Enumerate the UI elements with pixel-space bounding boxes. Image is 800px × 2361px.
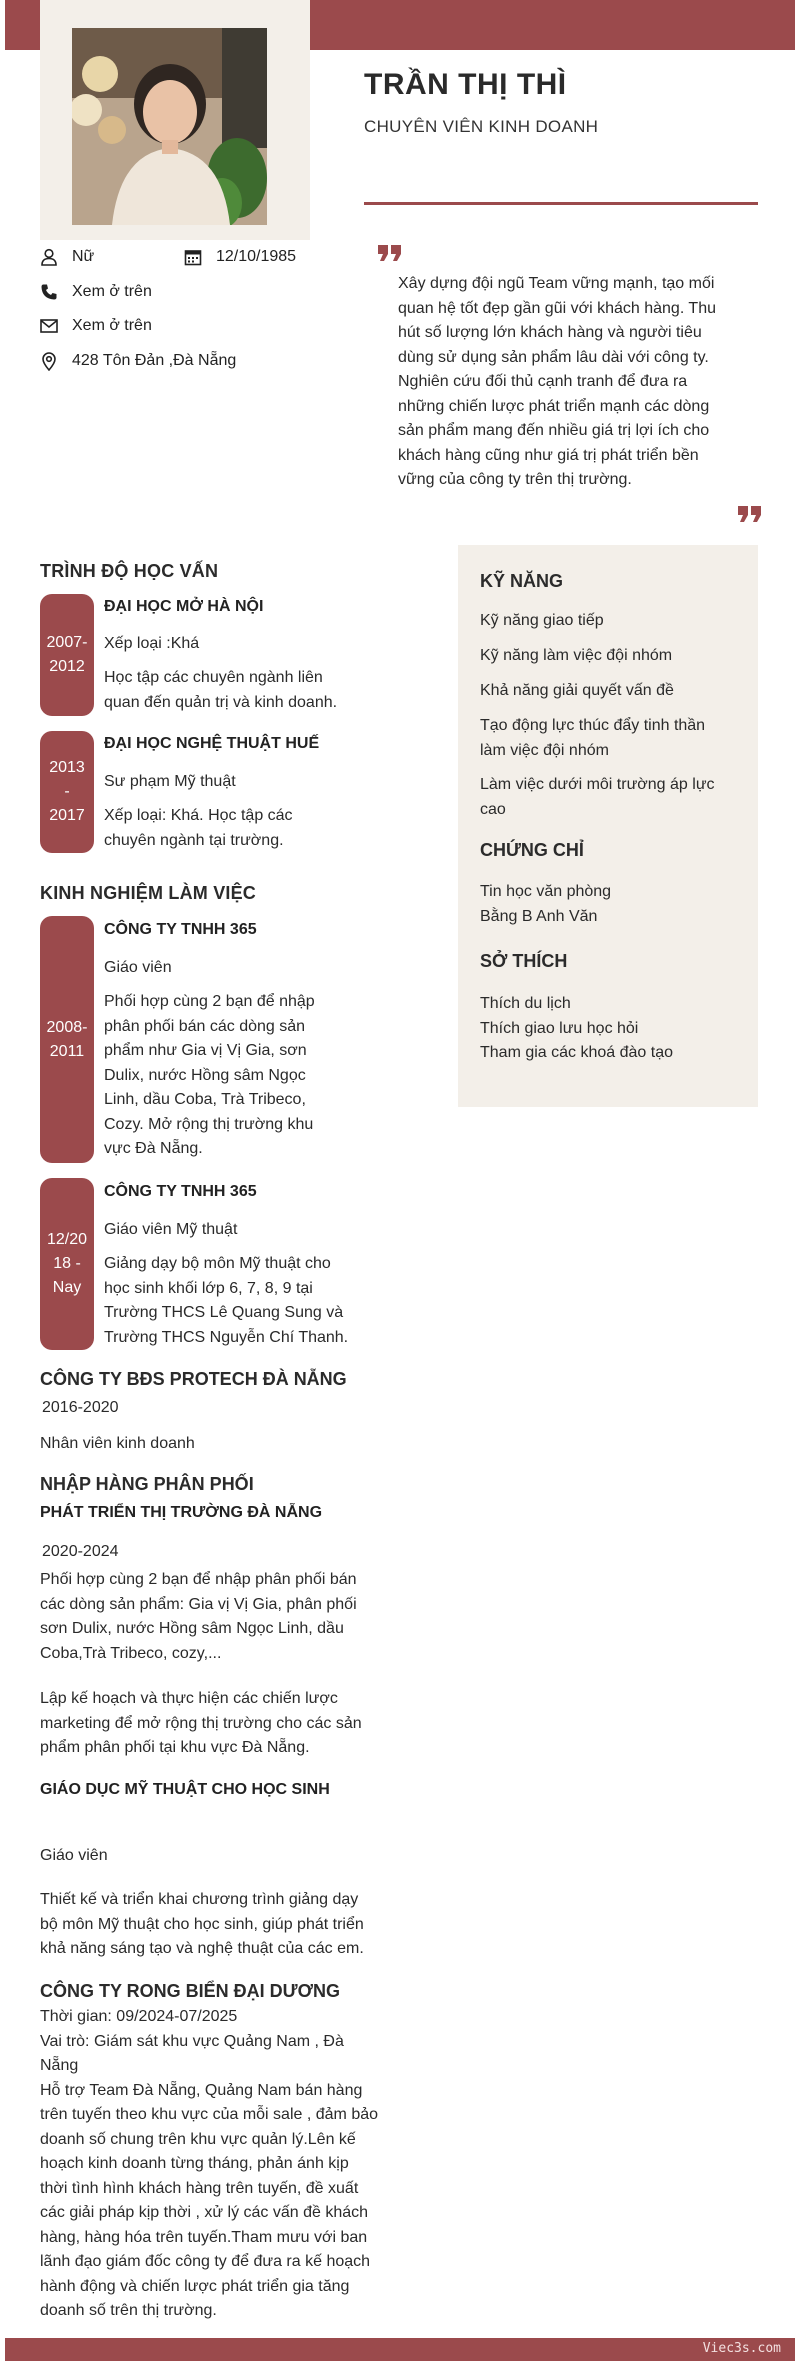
job-desc: Thời gian: 09/2024-07/2025 Vai trò: Giám sát khu vực Quảng Nam , Đà Nẵng Hỗ trợ Team Đà Nẵng, Quảng Nam bán hàng trên tuyến theo khu vực của mỗi sale , đảm bảo doanh số chung trên khu vực quản lý.Lên kế hoạch kinh doanh từng tháng, phản ánh kịp thời tình hình khách hàng trên tuyến, đề xuất các giải pháp kịp thời , xử lý các vấn đề khách hàng, hàng hóa trên tuyến.Tham mưu với ban lãnh đạo giám đốc công ty để đưa ra kế hoạch hành động và chiến lược phát triển gia tăng doanh số trên thị trường. [40,2008,379,2319]
job-role: Giáo viên [104,959,172,976]
mail-icon [38,315,60,337]
job-role: Nhân viên kinh doanh [40,1435,195,1452]
certificates-list: Tin học văn phòng Bằng B Anh Văn [480,883,612,925]
job-desc: Giảng dạy bộ môn Mỹ thuật cho học sinh khối lớp 6, 7, 8, 9 tại Trường THCS Lê Quang Sung và Trường THCS Nguyễn Chí Thanh. [104,1255,349,1346]
education-period-badge: 2007- 2012 [40,594,94,716]
job-desc: Thiết kế và triển khai chương trình giảng dạy bộ môn Mỹ thuật cho học sinh, giúp phát triển khả năng sáng tạo và nghệ thuật của các em. [40,1891,364,1957]
skills-heading: KỸ NĂNG [480,571,564,591]
skill-item: Kỹ năng giao tiếp [480,612,604,629]
calendar-icon [182,246,204,268]
company-name: CÔNG TY RONG BIỂN ĐẠI DƯƠNG [40,1981,340,2001]
company-name: CÔNG TY TNHH 365 [104,1183,257,1200]
title-divider [364,202,758,205]
email-value[interactable]: Xem ở trên [72,317,152,334]
education-heading: TRÌNH ĐỘ HỌC VẤN [40,561,219,581]
quote-close-icon [738,506,762,527]
skill-item: Làm việc dưới môi trường áp lực cao [480,776,715,818]
school-grade: Xếp loại :Khá [104,635,200,652]
footer-band [5,2338,795,2361]
job-desc: Phối hợp cùng 2 bạn để nhập phân phối bán các dòng sản phẩm như Gia vị Vị Gia, sơn Dulix, nước Hồng sâm Ngọc Linh, dầu Coba, Trà Tribeco, Cozy. Mở rộng thị trường khu vực Đà Nẵng. [104,993,315,1157]
email-row [38,314,152,338]
school-name: ĐẠI HỌC NGHỆ THUẬT HUẾ [104,735,320,752]
education-period-badge: 2013 - 2017 [40,731,94,853]
job-role: Giáo viên Mỹ thuật [104,1221,238,1238]
job-desc: Phối hợp cùng 2 bạn để nhập phân phối bán các dòng sản phẩm: Gia vị Vị Gia, phân phối sơn Dulix, nước Hồng sâm Ngọc Linh, dầu Coba,Trà Tribeco, cozy,... [40,1571,357,1662]
job-role: Giáo viên [40,1847,108,1864]
school-desc: Xếp loại: Khá. Học tập các chuyên ngành tại trường. [104,807,293,849]
hobbies-heading: SỞ THÍCH [480,951,568,971]
company-name: CÔNG TY TNHH 365 [104,921,257,938]
skill-item: Kỹ năng làm việc đội nhóm [480,647,673,664]
school-name: ĐẠI HỌC MỞ HÀ NỘI [104,598,264,615]
career-objective: Xây dựng đội ngũ Team vững mạnh, tạo mối quan hệ tốt đẹp gần gũi với khách hàng. Thu hút số lượng lớn khách hàng và người tiêu dùng sử dụng sản phẩm lâu dài với công ty. Nghiên cứu đối thủ cạnh tranh để đưa ra những chiến lược phát triển mạnh các dòng sản phẩm mang đến nhiều giá trị lợi ích cho khách hàng cũng như giá trị phát triển bền vững của công ty trên thị trường. [398,275,716,488]
quote-open-icon [378,245,402,266]
experience-heading: KINH NGHIỆM LÀM VIỆC [40,883,257,903]
experience-period-badge: 12/20 18 - Nay [40,1178,94,1350]
person-icon [38,246,60,268]
candidate-name: TRẦN THỊ THÌ [364,68,567,101]
job-period: 2020-2024 [42,1543,119,1560]
section-subheading: NHẬP HÀNG PHÂN PHỐI [40,1474,254,1494]
school-desc: Học tập các chuyên ngành liên quan đến quản trị và kinh doanh. [104,669,338,711]
company-name: CÔNG TY BĐS PROTECH ĐÀ NẴNG [40,1369,347,1389]
certificates-heading: CHỨNG CHỈ [480,840,584,860]
dob-row [182,245,296,269]
skill-item: Khả năng giải quyết vấn đề [480,682,674,699]
gender-row [38,245,94,269]
job-title: CHUYÊN VIÊN KINH DOANH [364,117,599,136]
skill-item: Tạo động lực thúc đẩy tinh thần làm việc đội nhóm [480,717,706,759]
hobbies-list: Thích du lịch Thích giao lưu học hỏi Tham gia các khoá đào tạo [480,995,674,1061]
phone-icon [38,281,60,303]
school-major: Sư phạm Mỹ thuật [104,773,236,790]
experience-period-badge: 2008- 2011 [40,916,94,1163]
profile-photo [72,28,267,225]
company-name: PHÁT TRIỂN THỊ TRƯỜNG ĐÀ NẴNG [40,1504,323,1521]
job-desc: Lập kế hoạch và thực hiện các chiến lược marketing để mở rộng thị trường cho các sản phẩm phân phối tại khu vực Đà Nẵng. [40,1690,362,1756]
phone-value[interactable]: Xem ở trên [72,283,152,300]
address-row [38,349,236,373]
phone-row [38,280,152,304]
location-pin-icon [38,350,60,372]
dob-value: 12/10/1985 [216,248,297,265]
brand-watermark: Viec3s.com [702,2341,781,2356]
address-value: 428 Tôn Đản ,Đà Nẵng [72,352,237,369]
company-name: GIÁO DỤC MỸ THUẬT CHO HỌC SINH [40,1781,330,1798]
gender-value: Nữ [72,248,95,265]
job-period: 2016-2020 [42,1399,119,1416]
